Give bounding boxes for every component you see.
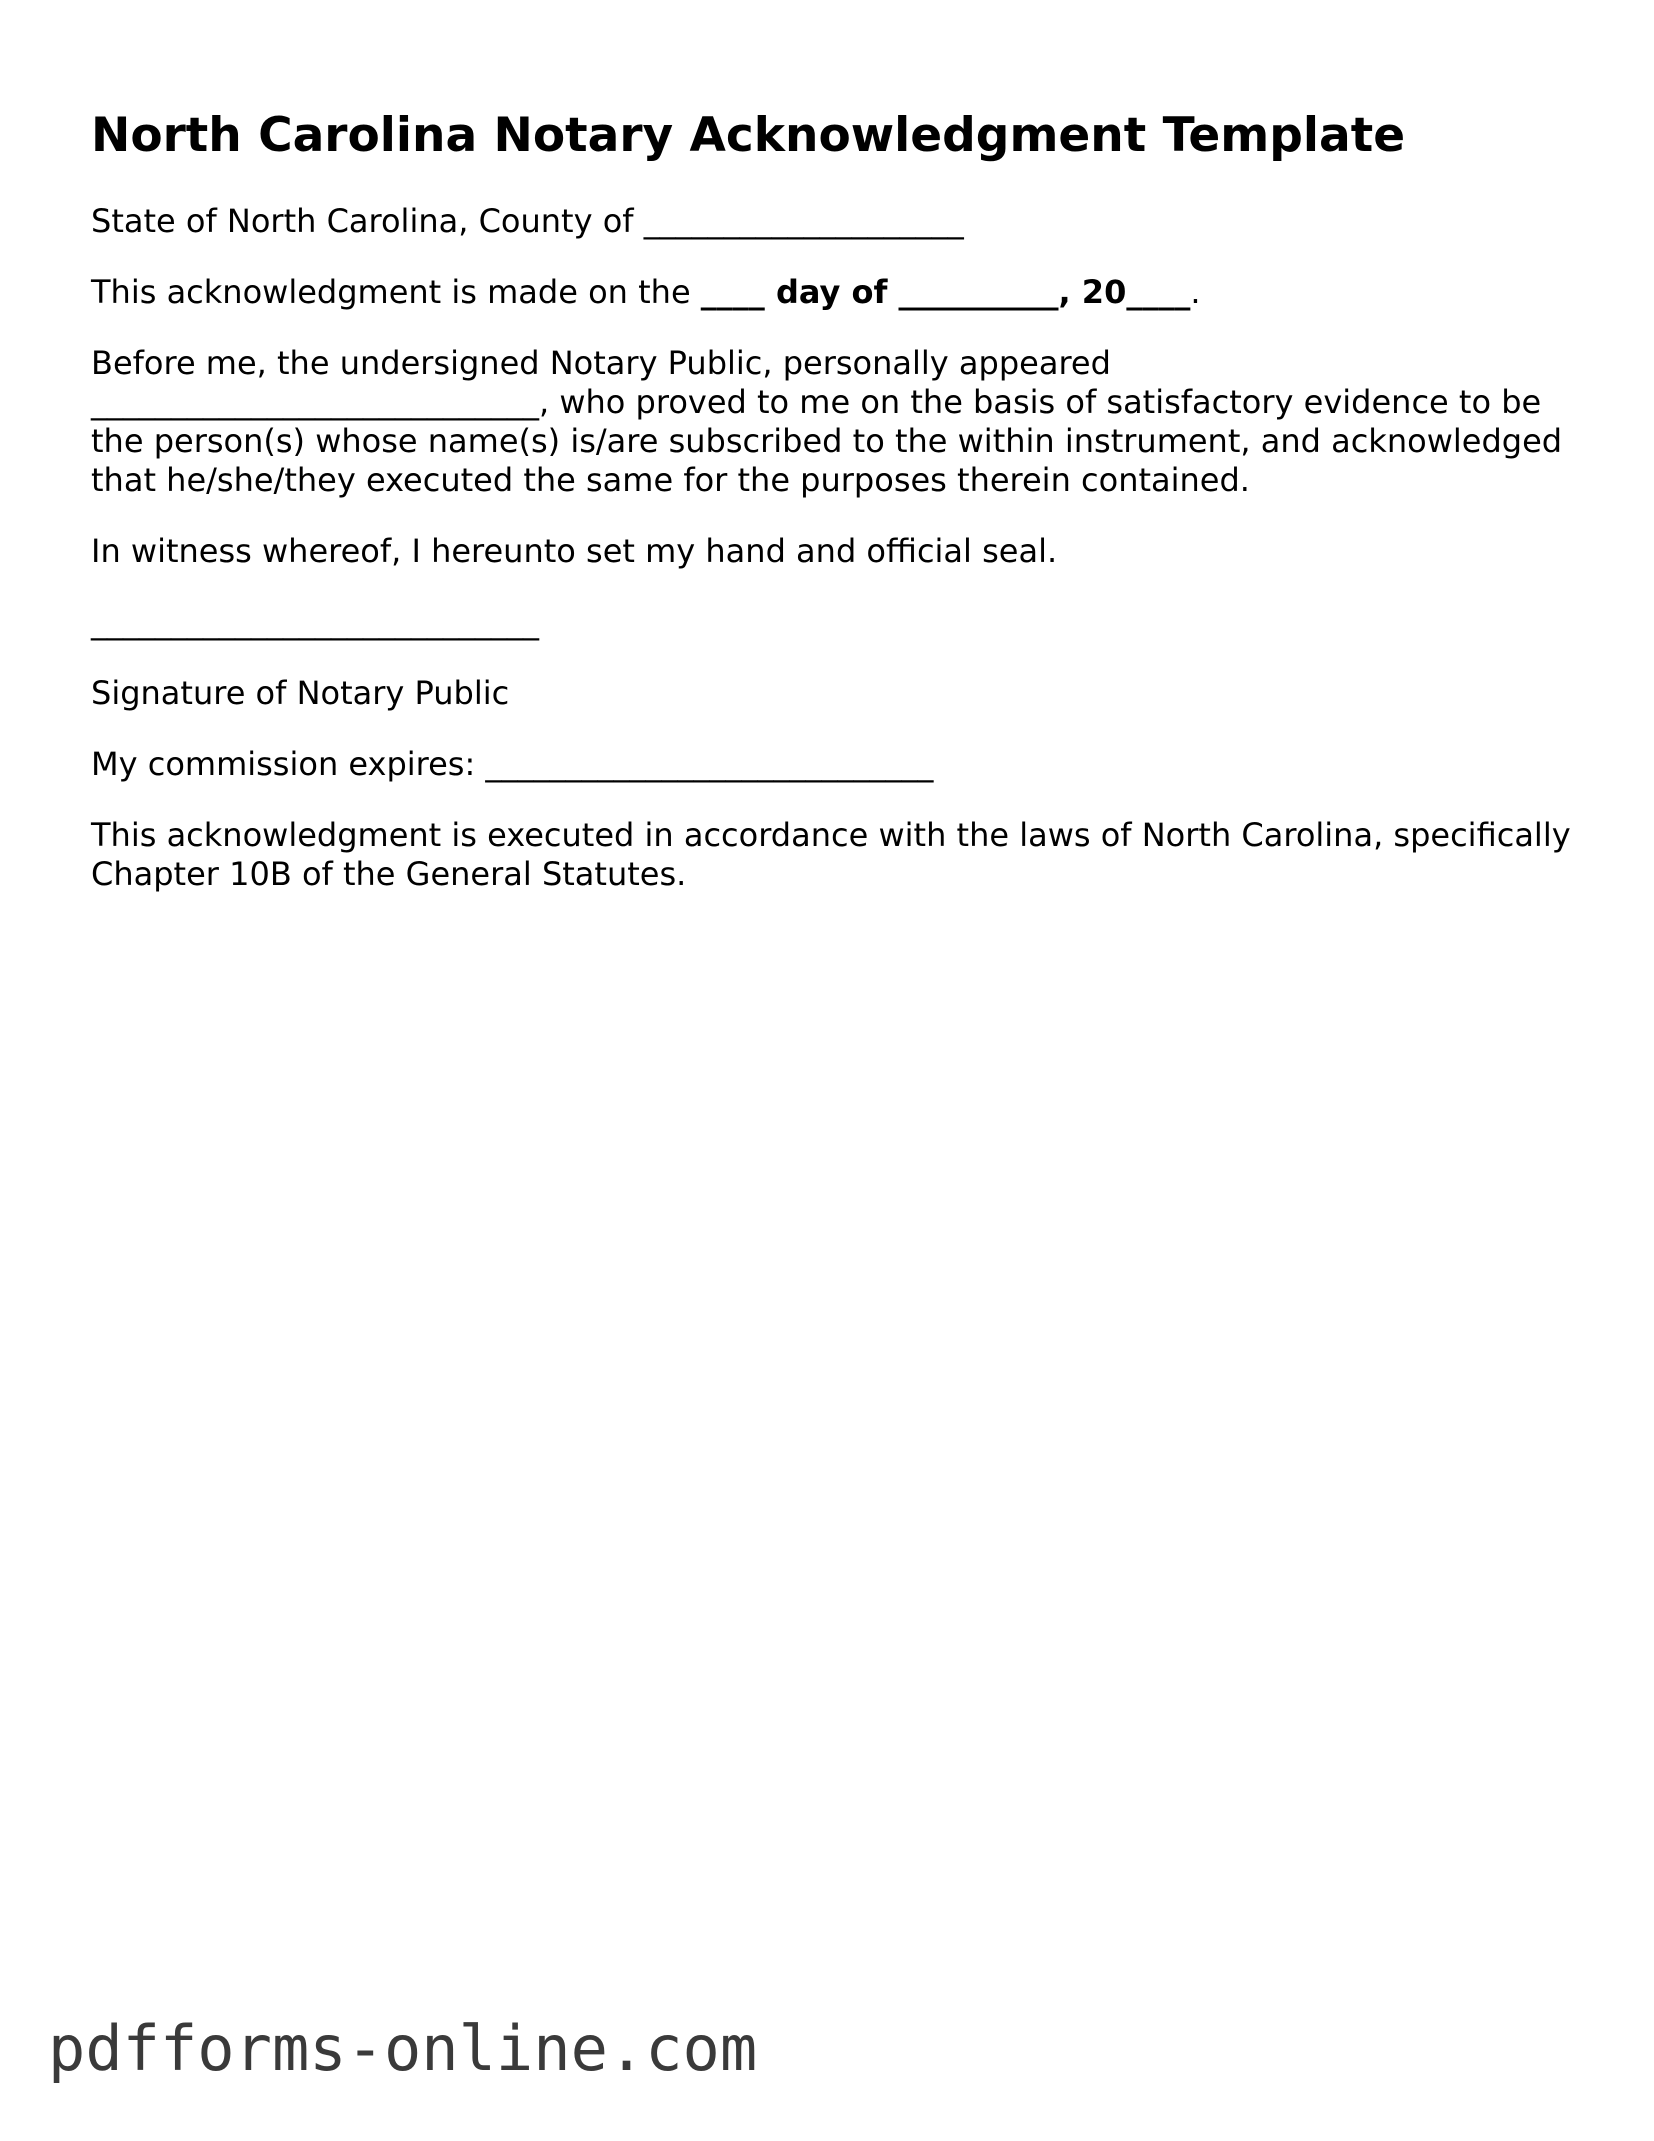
appearance-rest: , who proved to me on the basis of satisfactory evidence to be the person(s) whose name(s) is/are subscribed to the within instrument, and acknowledged that he/she/they executed the same for the purposes therein contained.	[91, 383, 1563, 500]
document-page	[91, 108, 1571, 926]
day-of-label: day of	[775, 273, 888, 312]
site-watermark: pdfforms-online.com	[48, 2012, 758, 2085]
notary-signature-blank[interactable]: ____________________________	[91, 603, 539, 642]
commission-line	[91, 745, 1571, 784]
date-prefix: This acknowledgment is made on the	[91, 273, 691, 312]
year-blank[interactable]: ____	[1126, 273, 1191, 312]
county-blank[interactable]: ____________________	[643, 202, 964, 241]
date-line	[91, 273, 1571, 312]
county-line	[91, 202, 1571, 241]
signature-label: Signature of Notary Public	[91, 674, 510, 713]
month-blank[interactable]: __________	[898, 273, 1059, 312]
date-bold-segment	[701, 273, 1191, 311]
commission-blank[interactable]: ____________________________	[485, 745, 934, 784]
commission-label: My commission expires:	[91, 745, 476, 784]
statute-note: This acknowledgment is executed in accordance with the laws of North Carolina, specifically Chapter 10B of the General Statutes.	[91, 816, 1571, 894]
year-prefix: , 20	[1058, 273, 1127, 312]
date-period: .	[1190, 273, 1201, 312]
witness-line: In witness whereof, I hereunto set my hand and official seal.	[91, 532, 1058, 571]
appearance-lead: Before me, the undersigned Notary Public, personally appeared	[91, 344, 1111, 383]
appearance-paragraph	[91, 344, 1571, 500]
day-blank[interactable]: ____	[700, 273, 765, 312]
document-title: North Carolina Notary Acknowledgment Template	[91, 108, 1406, 163]
appearer-name-blank[interactable]: ____________________________	[91, 383, 539, 422]
county-label: State of North Carolina, County of	[91, 202, 634, 241]
